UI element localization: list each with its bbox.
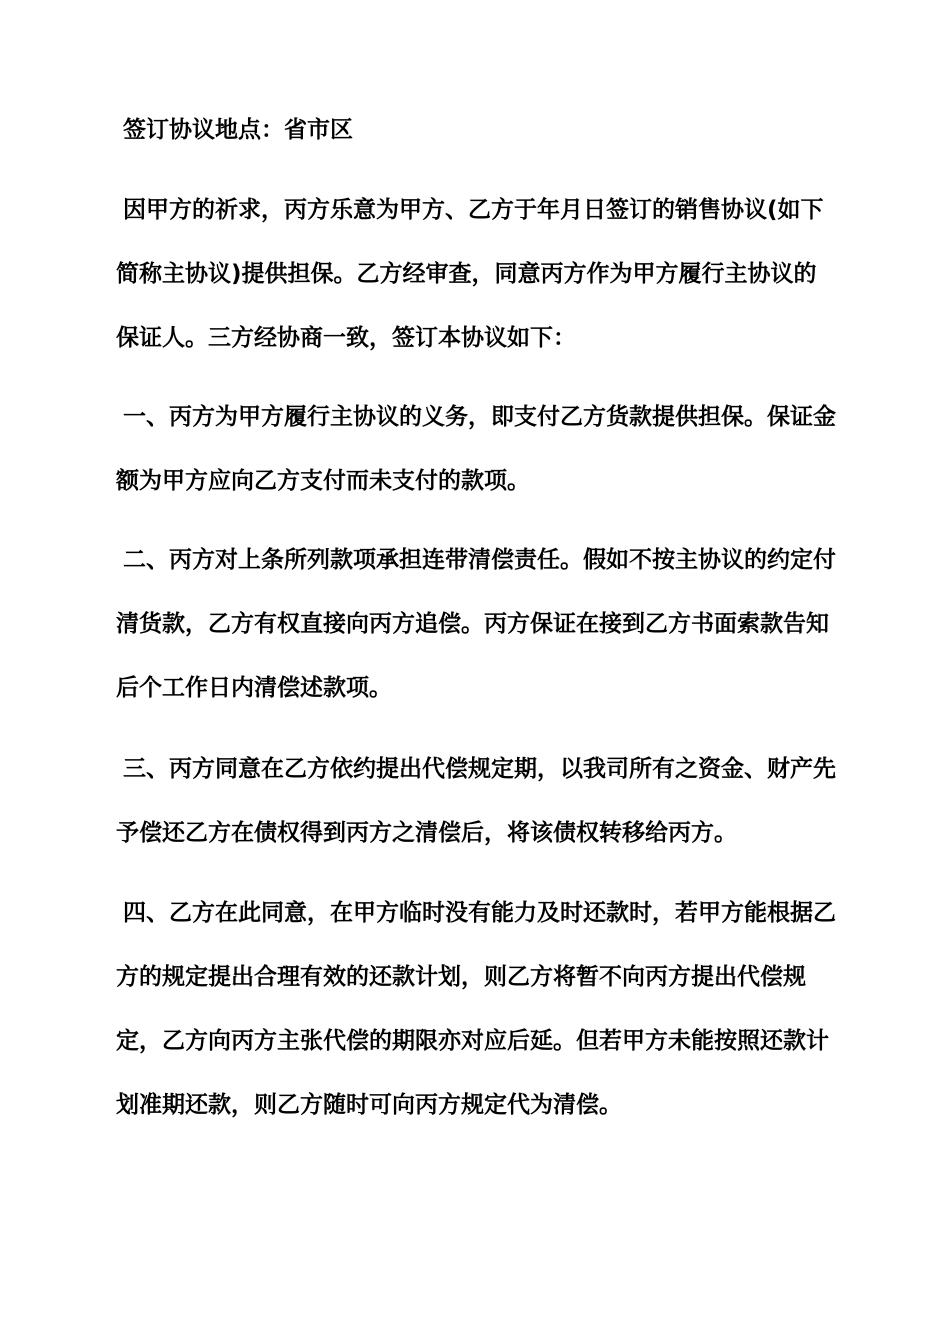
signing-location-line: 签订协议地点：省市区 (123, 117, 353, 143)
clause-one-paragraph: 一、丙方为甲方履行主协议的义务，即支付乙方货款提供担保。保证金额为甲方应向乙方支付而未支付的款项。 (116, 404, 836, 494)
preamble-paragraph: 因甲方的祈求，丙方乐意为甲方、乙方于年月日签订的销售协议(如下简称主协议)提供担保。乙方经审查，同意丙方作为甲方履行主协议的保证人。三方经协商一致，签订本协议如下： (116, 197, 824, 351)
clause-two-paragraph: 二、丙方对上条所列款项承担连带清偿责任。假如不按主协议的约定付清货款，乙方有权直接向丙方追偿。丙方保证在接到乙方书面索款告知后个工作日内清偿述款项。 (116, 547, 836, 701)
clause-four-paragraph: 四、乙方在此同意，在甲方临时没有能力及时还款时，若甲方能根据乙方的规定提出合理有效的还款计划，则乙方将暂不向丙方提出代偿规定，乙方向丙方主张代偿的期限亦对应后延。但若甲方未能按照还款计划准期还款，则乙方随时可向丙方规定代为清偿。 (116, 900, 836, 1118)
clause-three-paragraph: 三、丙方同意在乙方依约提出代偿规定期，以我司所有之资金、财产先予偿还乙方在债权得到丙方之清偿后，将该债权转移给丙方。 (116, 756, 836, 846)
